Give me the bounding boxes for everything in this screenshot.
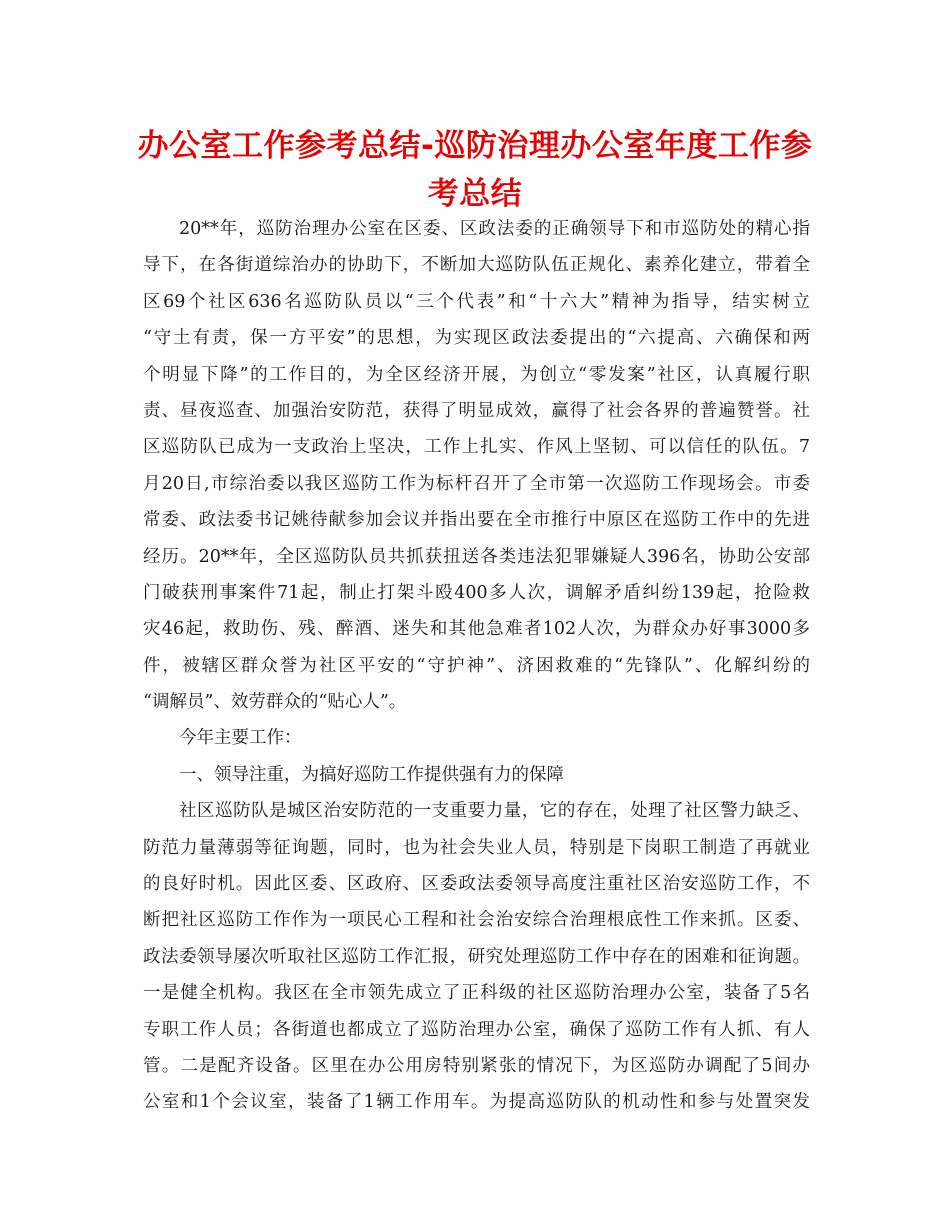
- title-line-1: 办公室工作参考总结-巡防治理办公室年度工作参: [137, 128, 813, 164]
- title-line-2: 考总结: [427, 176, 523, 212]
- paragraph-line: 责、昼夜巡查、加强治安防范，获得了明显成效，赢得了社会各界的普遍赞誉。社: [143, 400, 810, 421]
- paragraph-line: 门破获刑事案件71起，制止打架斗殴400多人次，调解矛盾纠纷139起，抢险救: [143, 582, 810, 603]
- document-title: [120, 122, 830, 218]
- section-heading: 一、领导注重，为搞好巡防工作提供强有力的保障: [179, 764, 564, 785]
- paragraph-line: 区69个社区636名巡防队员以“三个代表”和“十六大”精神为指导，结实树立: [143, 291, 810, 312]
- paragraph-line: 灾46起，救助伤、残、醉酒、迷失和其他急难者102人次，为群众办好事3000多: [143, 619, 810, 640]
- paragraph-line: 断把社区巡防工作作为一项民心工程和社会治安综合治理根底性工作来抓。区委、: [143, 910, 810, 931]
- paragraph-line: 的良好时机。因此区委、区政府、区委政法委领导高度注重社区治安巡防工作，不: [143, 874, 810, 895]
- paragraph-line: 导下，在各街道综治办的协助下，不断加大巡防队伍正规化、素养化建立，带着全: [143, 255, 810, 276]
- paragraph-line: “调解员”、效劳群众的“贴心人”。: [143, 692, 407, 713]
- paragraph-line: 管。二是配齐设备。区里在办公用房特别紧张的情况下，为区巡防办调配了5间办: [143, 1055, 810, 1076]
- paragraph-line: 常委、政法委书记姚待献参加会议并指出要在全市推行中原区在巡防工作中的先进: [143, 510, 810, 531]
- document-body: [143, 211, 810, 1121]
- paragraph-line: 一是健全机构。我区在全市领先成立了正科级的社区巡防治理办公室，装备了5名: [143, 983, 810, 1004]
- paragraph-line: 20**年，巡防治理办公室在区委、区政法委的正确领导下和市巡防处的精心指: [179, 219, 810, 239]
- paragraph-line: 公室和1个会议室，装备了1辆工作用车。为提高巡防队的机动性和参与处置突发: [143, 1092, 810, 1113]
- paragraph-line: 专职工作人员；各街道也都成立了巡防治理办公室，确保了巡防工作有人抓、有人: [143, 1019, 810, 1040]
- paragraph-line: 个明显下降”的工作目的，为全区经济开展，为创立“零发案”社区，认真履行职: [143, 364, 810, 385]
- paragraph-line: “守土有责，保一方平安”的思想，为实现区政法委提出的“六提高、六确保和两: [143, 328, 810, 349]
- paragraph-line: 今年主要工作：: [179, 728, 302, 749]
- paragraph-line: 政法委领导屡次听取社区巡防工作汇报，研究处理巡防工作中存在的困难和征询题。: [143, 946, 810, 967]
- paragraph-line: 月20日,市综治委以我区巡防工作为标杆召开了全市第一次巡防工作现场会。市委: [143, 473, 810, 494]
- paragraph-line: 区巡防队已成为一支政治上坚决，工作上扎实、作风上坚韧、可以信任的队伍。7: [143, 437, 810, 458]
- paragraph-line: 经历。20**年，全区巡防队员共抓获扭送各类违法犯罪嫌疑人396名，协助公安部: [143, 546, 810, 567]
- paragraph-line: 防范力量薄弱等征询题，同时，也为社会失业人员，特别是下岗职工制造了再就业: [143, 837, 810, 858]
- paragraph-line: 社区巡防队是城区治安防范的一支重要力量，它的存在，处理了社区警力缺乏、: [179, 801, 810, 822]
- paragraph-line: 件，被辖区群众誉为社区平安的“守护神”、济困救难的“先锋队”、化解纠纷的: [143, 655, 810, 676]
